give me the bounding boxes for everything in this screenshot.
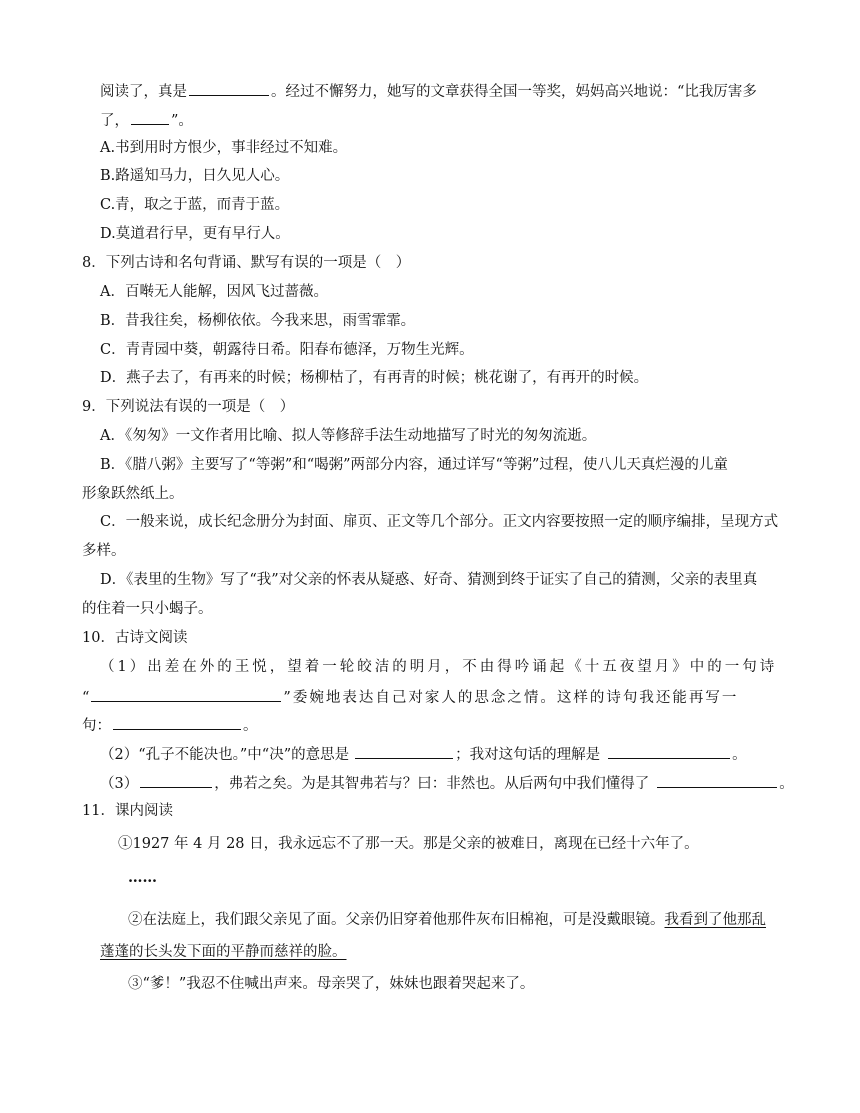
q10-part1-line3 bbox=[82, 714, 800, 736]
q10-part1-line2 bbox=[82, 686, 800, 708]
q11-text: ②在法庭上，我们跟父亲见了面。父亲仍旧穿着他那件灰布旧棉袍，可是没戴眼镜。 bbox=[128, 912, 665, 928]
q8-option-c: C．青青园中葵，朝露待日希。阳春布德泽，万物生光辉。 bbox=[100, 342, 474, 358]
q10-text: 句： bbox=[82, 718, 111, 734]
q10-text: ”委婉地表达自己对家人的思念之情。这样的诗句我还能再写一 bbox=[283, 690, 739, 706]
answer-blank[interactable] bbox=[131, 109, 169, 125]
q8-stem: 8．下列古诗和名句背诵、默写有误的一项是（ ） bbox=[82, 255, 411, 271]
answer-blank[interactable] bbox=[657, 772, 777, 788]
q11-paragraph-3: ③“爹！”我忍不住喊出声来。母亲哭了，妹妹也跟着哭起来了。 bbox=[128, 976, 535, 992]
q7-text: 了， bbox=[100, 113, 129, 129]
answer-blank[interactable] bbox=[91, 686, 281, 702]
q7-option-b: B.路遥知马力，日久见人心。 bbox=[100, 168, 290, 184]
answer-blank[interactable] bbox=[113, 714, 241, 730]
answer-blank[interactable] bbox=[189, 80, 269, 96]
q7-stem-line1 bbox=[100, 80, 800, 102]
answer-blank[interactable] bbox=[608, 743, 730, 759]
q11-ellipsis: …… bbox=[128, 869, 157, 886]
q7-text: ”。 bbox=[171, 113, 193, 129]
q11-paragraph-1: ①1927 年 4 月 28 日，我永远忘不了那一天。那是父亲的被难日，离现在已经十六年了。 bbox=[118, 836, 699, 852]
q7-text: 。经过不懈努力，她写的文章获得全国一等奖，妈妈高兴地说：“比我厉害多 bbox=[271, 84, 757, 100]
q10-text: 。 bbox=[779, 776, 794, 792]
q7-option-c: C.青，取之于蓝，而青于蓝。 bbox=[100, 197, 290, 213]
q11-paragraph-2-line1 bbox=[128, 910, 800, 930]
q8-option-a: A．百啭无人能解，因风飞过蔷薇。 bbox=[100, 284, 328, 300]
q10-text: 。 bbox=[243, 718, 258, 734]
answer-blank[interactable] bbox=[355, 743, 453, 759]
q9-option-c-line2: 多样。 bbox=[82, 543, 126, 559]
q10-stem: 10．古诗文阅读 bbox=[82, 630, 188, 646]
q10-text: ；我对这句话的理解是 bbox=[455, 747, 601, 763]
q10-text: ，弗若之矣。为是其智弗若与？曰：非然也。从后两句中我们懂得了 bbox=[214, 776, 650, 792]
q7-option-a: A.书到用时方恨少，事非经过不知难。 bbox=[100, 140, 348, 156]
q10-part2 bbox=[100, 743, 800, 765]
q10-text: 。 bbox=[732, 747, 747, 763]
q10-text: （2）“孔子不能决也。”中“决”的意思是 bbox=[100, 747, 350, 763]
q9-option-d-line2: 的住着一只小蝎子。 bbox=[82, 601, 213, 617]
q9-stem: 9．下列说法有误的一项是（ ） bbox=[82, 399, 295, 415]
q9-option-d-line1: D．《表里的生物》写了“我”对父亲的怀表从疑惑、好奇、猜测到终于证实了自己的猜测，父亲的表里真 bbox=[100, 572, 758, 588]
q11-stem: 11．课内阅读 bbox=[82, 803, 173, 819]
q10-text: “ bbox=[82, 690, 90, 706]
q9-option-b-line2: 形象跃然纸上。 bbox=[82, 486, 184, 502]
q7-text: 阅读了，真是 bbox=[100, 84, 187, 100]
q7-stem-line2 bbox=[100, 109, 800, 131]
q9-option-c-line1: C．一般来说，成长纪念册分为封面、扉页、正文等几个部分。正文内容要按照一定的顺序编排，呈现方式 bbox=[100, 514, 779, 530]
q10-text: （3） bbox=[100, 776, 139, 792]
q9-option-b-line1: B．《腊八粥》主要写了“等粥”和“喝粥”两部分内容，通过详写“等粥”过程，使八儿天真烂漫的儿童 bbox=[100, 457, 728, 473]
q7-option-d: D.莫道君行早，更有早行人。 bbox=[100, 226, 290, 242]
q11-paragraph-2-line2 bbox=[100, 942, 800, 962]
q8-option-d: D．燕子去了，有再来的时候；杨柳枯了，有再青的时候；桃花谢了，有再开的时候。 bbox=[100, 370, 649, 386]
q8-option-b: B．昔我往矣，杨柳依依。今我来思，雨雪霏霏。 bbox=[100, 313, 416, 329]
q9-option-a: A．《匆匆》一文作者用比喻、拟人等修辞手法生动地描写了时光的匆匆流逝。 bbox=[100, 428, 597, 444]
underlined-sentence: 我看到了他那乱 bbox=[664, 912, 766, 928]
answer-blank[interactable] bbox=[140, 772, 212, 788]
q10-part1-line1: （1）出差在外的王悦，望着一轮皎洁的明月，不由得吟诵起《十五夜望月》中的一句诗 bbox=[100, 659, 778, 675]
q10-part3 bbox=[100, 772, 800, 794]
underlined-sentence: 蓬蓬的长头发下面的平静而慈祥的脸。 bbox=[100, 944, 347, 960]
